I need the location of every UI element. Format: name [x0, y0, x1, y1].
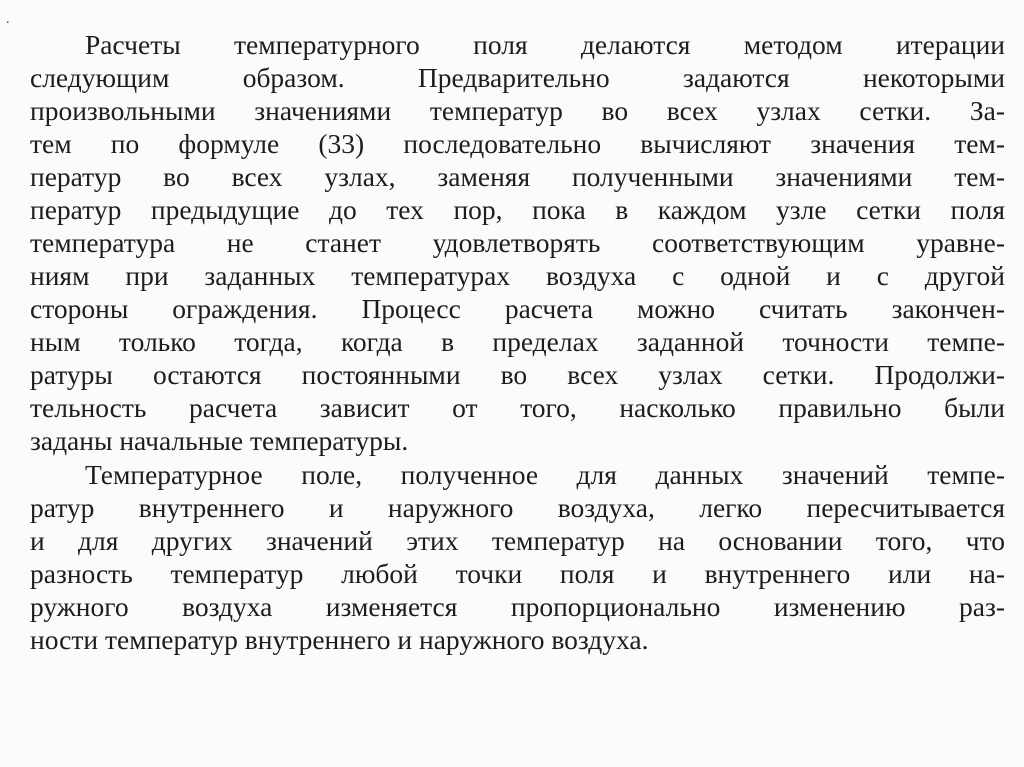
text-line: Температурное поле, полученное для данных значений темпе- — [85, 459, 1005, 490]
text-line: ператур во всех узлах, заменяя полученными значениями тем- — [30, 161, 1005, 192]
text-line: ным только тогда, когда в пределах заданной точности темпе- — [30, 326, 1005, 357]
text-line: стороны ограждения. Процесс расчета можно считать закончен- — [30, 293, 1005, 324]
text-line: температура не станет удовлетворять соответствующим уравне- — [30, 227, 1005, 258]
text-line: ператур предыдущие до тех пор, пока в каждом узле сетки поля — [30, 194, 1005, 225]
text-line: ности температур внутреннего и наружного воздуха. — [30, 624, 649, 655]
text-line: следующим образом. Предварительно задаются некоторыми — [30, 62, 1005, 93]
text-line: тем по формуле (33) последовательно вычисляют значения тем- — [30, 128, 1005, 159]
text-line: ратуры остаются постоянными во всех узлах сетки. Продолжи- — [30, 359, 1005, 390]
text-line: произвольными значениями температур во всех узлах сетки. За- — [30, 95, 1005, 126]
text-line: и для других значений этих температур на основании того, что — [30, 525, 1005, 556]
text-line: Расчеты температурного поля делаются методом итерации — [85, 29, 1005, 60]
text-line: ратур внутреннего и наружного воздуха, легко пересчитывается — [30, 492, 1005, 523]
scanned-text-block — [30, 28, 1005, 668]
text-line: заданы начальные температуры. — [30, 425, 409, 456]
text-line: ниям при заданных температурах воздуха с одной и с другой — [30, 260, 1005, 291]
text-line: разность температур любой точки поля и внутреннего или на- — [30, 558, 1005, 589]
text-line: тельность расчета зависит от того, насколько правильно были — [30, 392, 1005, 423]
margin-mark: . — [6, 12, 10, 27]
text-line: ружного воздуха изменяется пропорционально изменению раз- — [30, 591, 1005, 622]
